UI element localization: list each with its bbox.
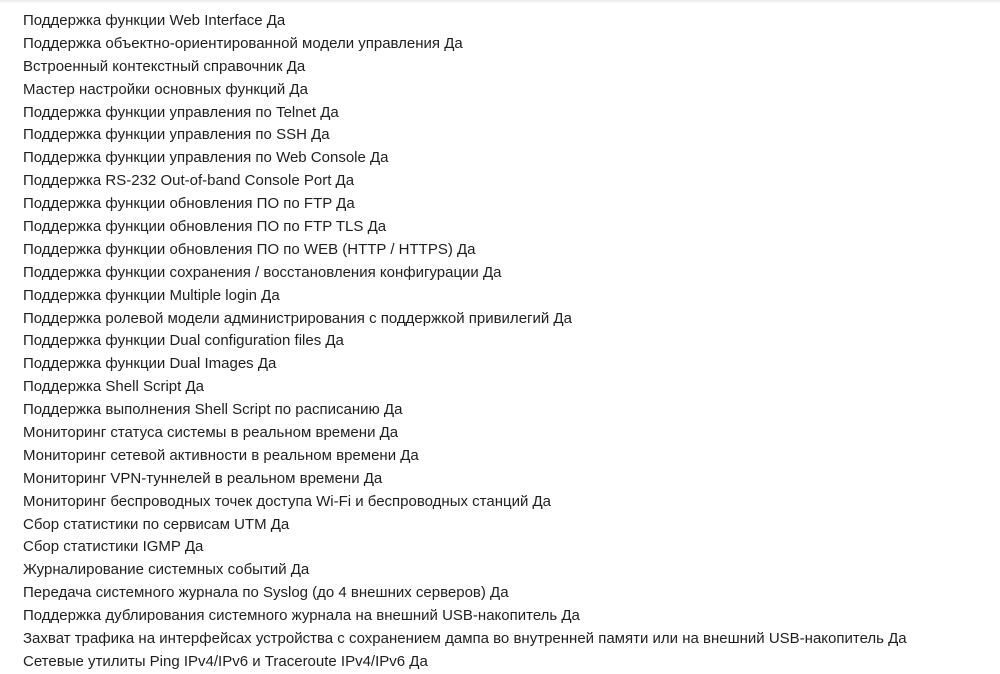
list-item: Поддержка функции обновления ПО по WEB (HTTP / HTTPS) Да [23, 240, 476, 258]
list-item: Поддержка функции Web Interface Да [23, 12, 286, 29]
list-item: Встроенный контекстный справочник Да [23, 57, 306, 75]
list-item: Поддержка RS-232 Out-of-band Console Port Да [23, 172, 355, 190]
list-item: Мониторинг сетевой активности в реальном времени Да [23, 446, 419, 464]
list-item: Поддержка функции обновления ПО по FTP TLS Да [23, 218, 387, 236]
list-item: Мастер настройки основных функций Да [23, 80, 308, 98]
list-item: Поддержка ролевой модели администрирования с поддержкой привилегий Да [23, 309, 572, 327]
list-item: Поддержка функции обновления ПО по FTP Да [23, 195, 355, 213]
list-item: Поддержка выполнения Shell Script по расписанию Да [23, 401, 403, 419]
list-item: Поддержка функции Dual Images Да [23, 355, 277, 373]
feature-list [23, 10, 907, 674]
list-item: Поддержка функции управления по Telnet Да [23, 103, 339, 121]
list-item: Поддержка функции Multiple login Да [23, 286, 280, 304]
list-item: Поддержка объектно-ориентированной модели управления Да [23, 34, 463, 52]
list-item: Поддержка функции Dual configuration files Да [23, 332, 344, 350]
list-item: Мониторинг VPN-туннелей в реальном времени Да [23, 469, 383, 487]
list-item: Сетевые утилиты Ping IPv4/IPv6 и Traceroute IPv4/IPv6 Да [23, 652, 428, 670]
list-item: Мониторинг беспроводных точек доступа Wi-Fi и беспроводных станций Да [23, 492, 552, 510]
list-item: Захват трафика на интерфейсах устройства с сохранением дампа во внутренней памяти или на внешний USB-накопитель Да [23, 630, 907, 648]
list-item: Мониторинг статуса системы в реальном времени Да [23, 424, 399, 442]
list-item: Поддержка Shell Script Да [23, 378, 204, 396]
list-item: Поддержка функции управления по SSH Да [23, 126, 330, 144]
list-item: Поддержка функции сохранения / восстановления конфигурации Да [23, 263, 502, 281]
list-item: Передача системного журнала по Syslog (до 4 внешних серверов) Да [23, 584, 509, 602]
list-item: Сбор статистики IGMP Да [23, 538, 204, 556]
top-shadow [0, 0, 1000, 4]
list-item: Сбор статистики по сервисам UTM Да [23, 515, 290, 533]
list-item: Журналирование системных событий Да [23, 561, 310, 579]
list-item: Поддержка дублирования системного журнала на внешний USB-накопитель Да [23, 607, 580, 625]
list-item: Поддержка функции управления по Web Console Да [23, 149, 389, 167]
